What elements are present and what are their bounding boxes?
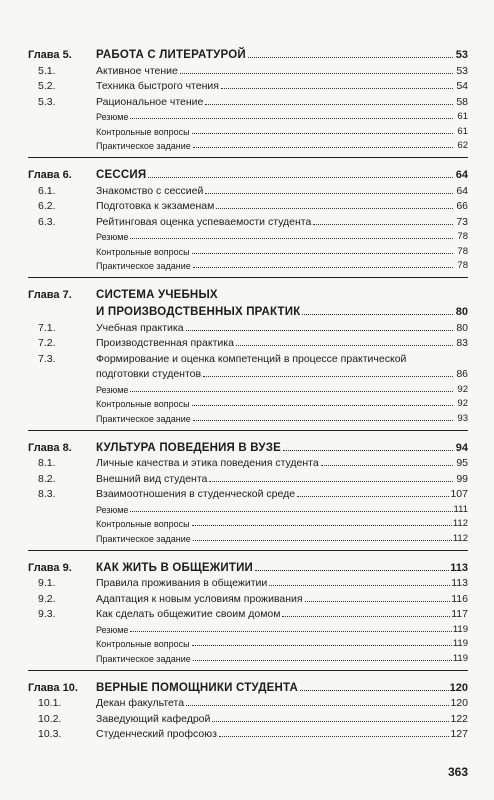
section-number: 9.2.	[38, 592, 56, 605]
chapter-9	[28, 550, 468, 670]
dot-leader	[282, 616, 450, 617]
section-page: 113	[451, 577, 468, 589]
toc-entry	[28, 469, 468, 485]
chapter-title: КАК ЖИТЬ В ОБЩЕЖИТИИ	[96, 561, 253, 574]
summary-title: Резюме	[96, 112, 129, 122]
chapter-page: 80	[455, 306, 468, 318]
summary-title: Резюме	[96, 232, 129, 242]
dot-leader	[205, 193, 453, 194]
section-page: 107	[450, 488, 468, 500]
chapter-heading	[28, 282, 468, 301]
section-title-line1: Формирование и оценка компетенций в процессе практической	[96, 352, 407, 365]
section-title: Учебная практика	[96, 321, 184, 334]
chapter-number: Глава 6.	[28, 169, 72, 181]
section-page: 95	[456, 457, 468, 469]
toc-entry	[28, 574, 468, 590]
section-number: 5.2.	[38, 80, 56, 92]
section-page: 116	[451, 592, 468, 605]
questions-page: 61	[457, 125, 468, 137]
section-page: 83	[456, 337, 468, 349]
toc-entry	[28, 725, 468, 741]
assignment-page: 78	[457, 260, 468, 271]
toc-entry	[28, 589, 468, 605]
assignment-title: Практическое задание	[96, 261, 191, 271]
section-page: 54	[456, 80, 468, 92]
dot-leader	[192, 253, 453, 254]
section-page: 120	[450, 697, 468, 709]
summary-page: 92	[457, 383, 468, 395]
section-page: 53	[456, 64, 468, 77]
dot-leader	[192, 405, 453, 406]
chapter-number: Глава 5.	[28, 49, 72, 61]
toc-entry-minor	[28, 228, 468, 243]
questions-title: Контрольные вопросы	[96, 126, 190, 137]
toc-entry-minor	[28, 635, 468, 650]
chapter-title: КУЛЬТУРА ПОВЕДЕНИЯ В ВУЗЕ	[96, 441, 282, 454]
section-number: 10.2.	[38, 712, 62, 725]
toc-entry-minor	[28, 242, 468, 257]
chapter-page: 113	[450, 561, 468, 574]
toc-entry-minor	[28, 409, 468, 424]
dot-leader	[216, 208, 453, 209]
assignment-title: Практическое задание	[96, 141, 191, 151]
assignment-page: 112	[452, 532, 468, 544]
toc-entry	[28, 61, 468, 77]
chapter-heading	[28, 675, 468, 694]
assignment-page: 119	[452, 652, 468, 664]
dot-leader	[300, 690, 449, 691]
page-number: 363	[447, 765, 468, 779]
section-page: 86	[456, 368, 468, 380]
chapter-number: Глава 8.	[28, 441, 72, 454]
section-title: Производственная практика	[96, 337, 234, 349]
dot-leader	[130, 118, 453, 119]
chapter-number: Глава 10.	[28, 681, 78, 694]
section-title: Активное чтение	[96, 64, 178, 77]
questions-title: Контрольные вопросы	[96, 639, 190, 649]
chapter-page: 53	[455, 49, 468, 61]
section-page: 73	[456, 215, 468, 228]
assignment-page: 62	[457, 140, 468, 151]
chapter-heading	[28, 162, 468, 181]
dot-leader	[283, 450, 453, 451]
section-page: 80	[456, 321, 468, 334]
dot-leader	[203, 376, 453, 377]
section-title: Декан факультета	[96, 697, 185, 709]
section-number: 7.2.	[38, 337, 56, 349]
dot-leader	[212, 721, 449, 722]
toc-entry-minor	[28, 380, 468, 395]
toc-entry-minor	[28, 395, 468, 410]
section-number: 10.1.	[38, 697, 62, 709]
toc-entry	[28, 212, 468, 228]
section-number: 9.1.	[38, 577, 56, 589]
dot-leader	[297, 496, 449, 497]
dot-leader	[236, 345, 453, 346]
section-title: Знакомство с сессией	[96, 184, 204, 197]
dot-leader	[269, 585, 450, 586]
toc-entry-minor	[28, 649, 468, 664]
section-title: Взаимоотношения в студенческой среде	[96, 488, 296, 500]
dot-leader	[130, 391, 453, 392]
toc-entry-minor	[28, 257, 468, 272]
dot-leader	[192, 133, 453, 134]
assignment-page: 93	[457, 412, 468, 424]
chapter-heading	[28, 435, 468, 454]
section-page: 64	[456, 184, 468, 197]
chapter-heading-continued	[28, 301, 468, 318]
dot-leader	[193, 660, 452, 661]
questions-title: Контрольные вопросы	[96, 399, 190, 409]
section-number: 6.2.	[38, 200, 56, 212]
chapter-7	[28, 277, 468, 430]
section-page: 127	[450, 728, 468, 740]
dot-leader	[186, 705, 449, 706]
chapter-heading	[28, 555, 468, 574]
chapter-page: 120	[449, 681, 468, 694]
toc-entry-continued	[28, 365, 468, 381]
dot-leader	[193, 267, 453, 268]
section-number: 9.3.	[38, 608, 56, 620]
chapter-5	[28, 40, 468, 157]
section-title: Рациональное чтение	[96, 95, 204, 108]
section-title: Рейтинговая оценка успеваемости студента	[96, 215, 312, 228]
toc-entry	[28, 349, 468, 365]
dot-leader	[255, 570, 449, 571]
section-title: Подготовка к экзаменам	[96, 200, 215, 212]
section-title: Как сделать общежитие своим домом	[96, 608, 281, 620]
section-number: 6.1.	[38, 184, 56, 197]
toc-entry	[28, 709, 468, 725]
toc-entry-minor	[28, 620, 468, 635]
summary-page: 111	[453, 503, 468, 515]
questions-title: Контрольные вопросы	[96, 519, 190, 529]
dot-leader	[130, 511, 452, 512]
toc-entry	[28, 454, 468, 470]
table-of-contents	[28, 40, 468, 746]
section-title: Внешний вид студента	[96, 472, 208, 485]
section-title: Личные качества и этика поведения студента	[96, 457, 319, 469]
assignment-title: Практическое задание	[96, 533, 191, 544]
dot-leader	[313, 224, 453, 225]
toc-entry-minor	[28, 108, 468, 123]
dot-leader	[148, 177, 453, 178]
chapter-title: РАБОТА С ЛИТЕРАТУРОЙ	[96, 49, 246, 61]
section-title: Адаптация к новым условиям проживания	[96, 592, 303, 605]
dot-leader	[130, 238, 453, 239]
section-page: 117	[451, 608, 468, 620]
dot-leader	[186, 330, 453, 331]
section-number: 5.3.	[38, 95, 56, 108]
chapter-page: 64	[455, 169, 468, 181]
chapter-10	[28, 670, 468, 747]
summary-title: Резюме	[96, 624, 129, 635]
chapter-heading	[28, 42, 468, 61]
chapter-title: ВЕРНЫЕ ПОМОЩНИКИ СТУДЕНТА	[96, 681, 298, 694]
section-number: 8.2.	[38, 472, 56, 485]
questions-page: 119	[452, 638, 468, 649]
summary-title: Резюме	[96, 384, 129, 395]
section-number: 6.3.	[38, 215, 56, 228]
summary-page: 78	[457, 231, 468, 242]
section-page: 122	[450, 712, 468, 725]
toc-entry	[28, 318, 468, 334]
toc-entry	[28, 694, 468, 710]
chapter-title: СЕССИЯ	[96, 169, 147, 181]
toc-entry	[28, 485, 468, 501]
dot-leader	[321, 465, 453, 466]
chapter-number: Глава 7.	[28, 289, 72, 301]
section-title: Техника быстрого чтения	[96, 80, 219, 92]
section-title: Заведующий кафедрой	[96, 712, 211, 725]
summary-title: Резюме	[96, 504, 129, 515]
questions-title: Контрольные вопросы	[96, 246, 190, 257]
section-number: 7.3.	[38, 352, 56, 365]
chapter-title: И ПРОИЗВОДСТВЕННЫХ ПРАКТИК	[96, 306, 301, 318]
dot-leader	[302, 314, 453, 315]
toc-entry-minor	[28, 515, 468, 530]
dot-leader	[193, 540, 452, 541]
dot-leader	[209, 481, 453, 482]
dot-leader	[205, 104, 453, 105]
questions-page: 78	[457, 245, 468, 257]
section-page: 58	[456, 95, 468, 108]
questions-page: 92	[457, 398, 468, 409]
chapter-6	[28, 157, 468, 277]
dot-leader	[219, 736, 450, 737]
toc-entry	[28, 605, 468, 621]
toc-entry	[28, 197, 468, 213]
toc-entry-minor	[28, 500, 468, 515]
toc-entry	[28, 77, 468, 93]
chapter-8	[28, 430, 468, 550]
section-number: 10.3.	[38, 728, 62, 740]
section-page: 66	[456, 200, 468, 212]
chapter-title-line1: СИСТЕМА УЧЕБНЫХ	[96, 289, 218, 301]
section-title: подготовки студентов	[96, 368, 202, 380]
dot-leader	[180, 73, 453, 74]
assignment-title: Практическое задание	[96, 413, 191, 424]
dot-leader	[193, 420, 453, 421]
dot-leader	[248, 57, 453, 58]
dot-leader	[192, 525, 452, 526]
toc-entry-minor	[28, 137, 468, 152]
dot-leader	[221, 88, 453, 89]
toc-entry	[28, 334, 468, 350]
section-number: 7.1.	[38, 321, 56, 334]
section-title: Правила проживания в общежитии	[96, 577, 268, 589]
dot-leader	[192, 645, 452, 646]
questions-page: 112	[452, 518, 468, 529]
section-number: 5.1.	[38, 64, 56, 77]
section-title: Студенческий профсоюз	[96, 728, 217, 740]
section-number: 8.3.	[38, 488, 56, 500]
dot-leader	[305, 601, 451, 602]
chapter-page: 94	[455, 441, 468, 454]
toc-entry	[28, 92, 468, 108]
toc-entry	[28, 181, 468, 197]
summary-page: 119	[452, 623, 468, 635]
chapter-number: Глава 9.	[28, 561, 72, 574]
dot-leader	[130, 631, 451, 632]
toc-entry-minor	[28, 529, 468, 544]
toc-entry-minor	[28, 122, 468, 137]
section-page: 99	[456, 472, 468, 485]
section-number: 8.1.	[38, 457, 56, 469]
summary-page: 61	[457, 111, 468, 122]
assignment-title: Практическое задание	[96, 653, 191, 664]
dot-leader	[193, 147, 453, 148]
